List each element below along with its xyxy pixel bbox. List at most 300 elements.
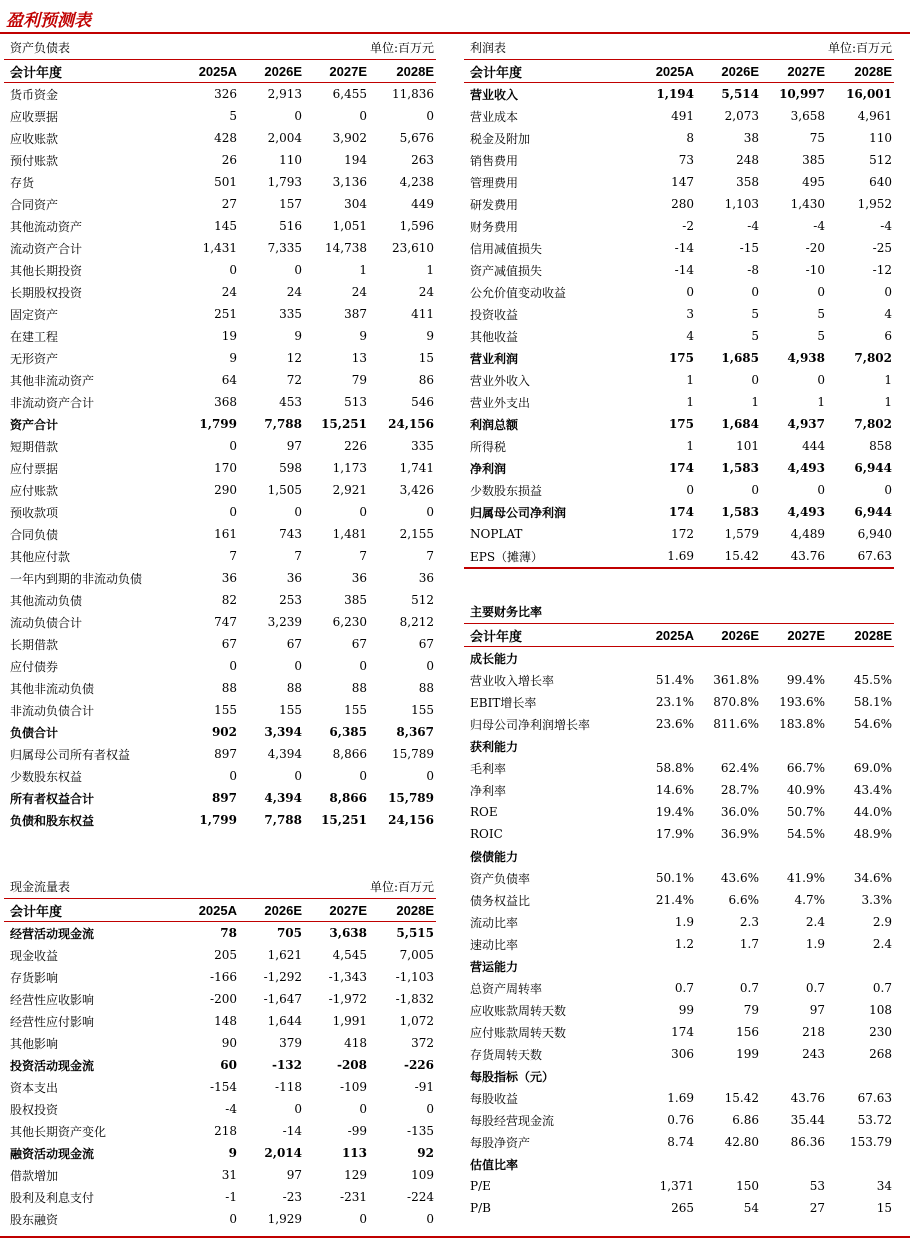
row-value: 251 xyxy=(214,307,237,321)
cash-flow-panel xyxy=(4,874,436,1230)
row-value: 67 xyxy=(351,637,367,651)
row-value: 64 xyxy=(221,373,237,387)
row-value xyxy=(696,955,761,977)
row-value: -226 xyxy=(403,1058,434,1072)
row-value: 14,738 xyxy=(325,241,367,255)
header-year: 2025A xyxy=(632,60,696,83)
row-value xyxy=(827,1065,894,1087)
row-value: -208 xyxy=(336,1058,367,1072)
row-value: 1 xyxy=(751,395,759,409)
row-value: 1,952 xyxy=(857,197,892,211)
row-value xyxy=(696,1065,761,1087)
row-value xyxy=(696,647,761,670)
row-value xyxy=(632,1153,696,1175)
row-value: 15,789 xyxy=(392,747,434,761)
row-value: 230 xyxy=(869,1025,892,1039)
table-row xyxy=(4,922,436,945)
row-value: 0 xyxy=(294,1102,302,1116)
table-row xyxy=(4,1142,436,1164)
row-value: 194 xyxy=(344,153,367,167)
row-value: 248 xyxy=(736,153,759,167)
table-row xyxy=(4,435,436,457)
row-label: 借款增加 xyxy=(10,1168,59,1183)
income-statement-title: 利润表 xyxy=(470,40,507,55)
row-value: -154 xyxy=(210,1080,237,1094)
row-value: 1,173 xyxy=(332,461,367,475)
row-value: 5 xyxy=(817,329,825,343)
row-value: 54.6% xyxy=(853,717,892,731)
row-value: 0 xyxy=(229,263,237,277)
row-value: 6,944 xyxy=(854,461,892,475)
row-value: -15 xyxy=(739,241,759,255)
row-value: -99 xyxy=(347,1124,367,1138)
row-label: ROIC xyxy=(470,827,503,841)
row-value: 21.4% xyxy=(655,893,694,907)
row-value: 306 xyxy=(671,1047,694,1061)
row-label: 营运能力 xyxy=(470,959,519,974)
header-year: 2026E xyxy=(696,60,761,83)
row-value: 495 xyxy=(802,175,825,189)
row-value xyxy=(696,1153,761,1175)
row-label: 非流动资产合计 xyxy=(10,395,95,410)
table-row xyxy=(464,1131,894,1153)
table-row xyxy=(464,171,894,193)
row-value: 3,902 xyxy=(332,131,367,145)
row-value: 1,430 xyxy=(790,197,825,211)
row-value: 156 xyxy=(736,1025,759,1039)
row-value: 512 xyxy=(869,153,892,167)
row-value: 453 xyxy=(279,395,302,409)
row-value: 72 xyxy=(286,373,302,387)
row-label: 存货周转天数 xyxy=(470,1047,543,1062)
table-row xyxy=(464,933,894,955)
row-value: 13 xyxy=(351,351,367,365)
row-value: 24,156 xyxy=(388,813,434,827)
row-value: 79 xyxy=(743,1003,759,1017)
row-value: -12 xyxy=(872,263,892,277)
table-row xyxy=(4,105,436,127)
table-row xyxy=(464,1175,894,1197)
table-row xyxy=(4,1010,436,1032)
row-label: 融资活动现金流 xyxy=(10,1146,95,1161)
row-value: 1,481 xyxy=(332,527,367,541)
row-value: 1.7 xyxy=(739,937,759,951)
row-value: 0 xyxy=(229,1212,237,1226)
table-row xyxy=(464,757,894,779)
row-value: 4 xyxy=(884,307,892,321)
row-label: 每股净资产 xyxy=(470,1135,531,1150)
row-value: -14 xyxy=(674,241,694,255)
table-row xyxy=(4,699,436,721)
row-value: 205 xyxy=(214,948,237,962)
row-label: 应付票据 xyxy=(10,461,59,476)
ratios-table xyxy=(464,623,894,1219)
row-value: 0 xyxy=(294,505,302,519)
row-label: 偿债能力 xyxy=(470,849,519,864)
row-value: 4 xyxy=(686,329,694,343)
row-value: 6,230 xyxy=(332,615,367,629)
row-value: 743 xyxy=(279,527,302,541)
row-label: 应收票据 xyxy=(10,109,59,124)
row-value: 155 xyxy=(279,703,302,717)
row-value: -1,832 xyxy=(395,992,434,1006)
table-row xyxy=(464,391,894,413)
row-value: 0.7 xyxy=(674,981,694,995)
row-value: 174 xyxy=(668,505,694,519)
row-value: 8,866 xyxy=(329,791,367,805)
row-value: 290 xyxy=(214,483,237,497)
row-value: 263 xyxy=(411,153,434,167)
table-row xyxy=(4,1208,436,1230)
row-value: 4,938 xyxy=(787,351,825,365)
row-value: 11,836 xyxy=(392,87,434,101)
row-value: 428 xyxy=(214,131,237,145)
row-value: 705 xyxy=(276,926,302,940)
row-label: 利润总额 xyxy=(470,417,519,432)
page-title: 盈利预测表 xyxy=(6,11,91,31)
row-label: 营业外支出 xyxy=(470,395,531,410)
table-row xyxy=(464,325,894,347)
row-value: -224 xyxy=(407,1190,434,1204)
row-value: 5,515 xyxy=(396,926,434,940)
row-value: 8.74 xyxy=(667,1135,694,1149)
row-value: 2.4 xyxy=(872,937,892,951)
row-value: 58.1% xyxy=(853,695,892,709)
row-label: 存货影响 xyxy=(10,970,59,985)
bottom-divider xyxy=(0,1236,910,1238)
row-label: 负债合计 xyxy=(10,725,59,740)
row-value: 6.6% xyxy=(728,893,759,907)
row-value: 598 xyxy=(279,461,302,475)
row-label: 投资活动现金流 xyxy=(10,1058,95,1073)
row-label: 净利润 xyxy=(470,461,507,476)
table-row xyxy=(4,149,436,171)
row-value: -4 xyxy=(880,219,892,233)
row-value: 1,929 xyxy=(267,1212,302,1226)
table-row xyxy=(464,867,894,889)
row-label: 营业利润 xyxy=(470,351,519,366)
header-label: 会计年度 xyxy=(464,60,632,83)
row-value: 4,545 xyxy=(332,948,367,962)
row-value: 5 xyxy=(751,329,759,343)
row-label: 估值比率 xyxy=(470,1157,519,1172)
row-value: 50.7% xyxy=(786,805,825,819)
row-value: 7,788 xyxy=(264,813,302,827)
row-value: 40.9% xyxy=(786,783,825,797)
table-row xyxy=(464,413,894,435)
row-label: 其他流动负债 xyxy=(10,593,83,608)
row-value: 53.72 xyxy=(857,1113,892,1127)
row-value: 501 xyxy=(214,175,237,189)
row-label: 财务费用 xyxy=(470,219,519,234)
row-value xyxy=(632,845,696,867)
row-value: 110 xyxy=(279,153,302,167)
table-row xyxy=(464,215,894,237)
row-value: 3,638 xyxy=(329,926,367,940)
row-value: 175 xyxy=(668,417,694,431)
table-row xyxy=(464,713,894,735)
row-value: -200 xyxy=(210,992,237,1006)
row-value: 2,921 xyxy=(332,483,367,497)
header-year: 2028E xyxy=(369,899,436,922)
row-value: 0 xyxy=(359,659,367,673)
row-value: 82 xyxy=(221,593,237,607)
table-row xyxy=(464,1043,894,1065)
header-label: 会计年度 xyxy=(4,60,176,83)
row-value: 9 xyxy=(426,329,434,343)
row-value: 15,251 xyxy=(321,813,367,827)
row-value: 0 xyxy=(294,263,302,277)
row-value: 640 xyxy=(869,175,892,189)
row-value: 1,583 xyxy=(721,505,759,519)
balance-sheet-table xyxy=(4,60,436,831)
row-value: 157 xyxy=(279,197,302,211)
table-row xyxy=(4,743,436,765)
row-label: 预收款项 xyxy=(10,505,59,520)
row-value: 0 xyxy=(294,109,302,123)
row-label: 公允价值变动收益 xyxy=(470,285,567,300)
row-value: 1,991 xyxy=(332,1014,367,1028)
table-row xyxy=(464,127,894,149)
row-value: 335 xyxy=(411,439,434,453)
row-value: -118 xyxy=(275,1080,302,1094)
row-label: 税金及附加 xyxy=(470,131,531,146)
row-value: 193.6% xyxy=(779,695,825,709)
table-row xyxy=(464,1197,894,1219)
row-value: -1,972 xyxy=(328,992,367,1006)
table-row xyxy=(464,149,894,171)
row-value: 24,156 xyxy=(388,417,434,431)
row-value: 6,940 xyxy=(857,527,892,541)
ratios-title: 主要财务比率 xyxy=(470,605,543,619)
cash-flow-title: 现金流量表 xyxy=(10,879,71,894)
row-value: 86.36 xyxy=(790,1135,825,1149)
row-value: 0 xyxy=(229,505,237,519)
row-value: 5 xyxy=(229,109,237,123)
row-value: 0 xyxy=(294,769,302,783)
row-label: 成长能力 xyxy=(470,651,519,666)
row-value: 1 xyxy=(359,263,367,277)
row-value: 0 xyxy=(426,769,434,783)
row-value: -14 xyxy=(282,1124,302,1138)
row-value: 3,394 xyxy=(264,725,302,739)
row-value: -8 xyxy=(747,263,759,277)
row-value: 155 xyxy=(411,703,434,717)
balance-sheet-header-row xyxy=(4,60,436,83)
row-value: 4,937 xyxy=(787,417,825,431)
row-value: 1,685 xyxy=(721,351,759,365)
row-label: 经营性应收影响 xyxy=(10,992,95,1007)
row-value: 268 xyxy=(869,1047,892,1061)
header-year: 2027E xyxy=(761,60,827,83)
row-value: 88 xyxy=(221,681,237,695)
row-label: ROE xyxy=(470,805,498,819)
row-value: 1,799 xyxy=(199,417,237,431)
row-value: 16,001 xyxy=(846,87,892,101)
row-value: 1,103 xyxy=(724,197,759,211)
row-value: 62.4% xyxy=(720,761,759,775)
row-value xyxy=(632,735,696,757)
table-row xyxy=(4,1098,436,1120)
row-value: -1,292 xyxy=(263,970,302,984)
row-value: 0 xyxy=(359,1102,367,1116)
row-value: 7,802 xyxy=(854,351,892,365)
row-value: 2,014 xyxy=(264,1146,302,1160)
row-value: 870.8% xyxy=(713,695,759,709)
row-value: 19.4% xyxy=(655,805,694,819)
cash-flow-unit: 单位:百万元 xyxy=(369,879,434,894)
row-value: 4,493 xyxy=(787,505,825,519)
row-value: 36 xyxy=(286,571,302,585)
row-label: 其他长期资产变化 xyxy=(10,1124,107,1139)
row-label: 营业收入 xyxy=(470,87,519,102)
row-value: -4 xyxy=(747,219,759,233)
row-value: 78 xyxy=(220,926,237,940)
row-value: 0 xyxy=(884,483,892,497)
row-value: 150 xyxy=(736,1179,759,1193)
row-label: 销售费用 xyxy=(470,153,519,168)
row-label: P/B xyxy=(470,1201,491,1215)
table-row xyxy=(464,801,894,823)
row-value: 99 xyxy=(678,1003,694,1017)
row-value: 97 xyxy=(286,439,302,453)
row-value: 48.9% xyxy=(853,827,892,841)
table-row xyxy=(4,944,436,966)
row-value: 379 xyxy=(279,1036,302,1050)
row-label: NOPLAT xyxy=(470,527,523,541)
row-value: 5 xyxy=(817,307,825,321)
income-statement-table xyxy=(464,60,894,569)
row-label: 净利率 xyxy=(470,783,507,798)
row-value: 546 xyxy=(411,395,434,409)
row-value xyxy=(632,1065,696,1087)
category-row xyxy=(464,845,894,867)
row-value: 73 xyxy=(678,153,694,167)
row-label: 营业外收入 xyxy=(470,373,531,388)
row-value: 75 xyxy=(809,131,825,145)
row-value: 218 xyxy=(802,1025,825,1039)
row-value: 1 xyxy=(817,395,825,409)
row-label: 负债和股东权益 xyxy=(10,813,95,828)
row-value: 1,194 xyxy=(656,87,694,101)
row-value: 0 xyxy=(359,109,367,123)
row-value: 2,155 xyxy=(399,527,434,541)
row-value: 17.9% xyxy=(655,827,694,841)
row-label: 无形资产 xyxy=(10,351,59,366)
table-row xyxy=(464,977,894,999)
header-year: 2027E xyxy=(304,899,369,922)
row-value: 0 xyxy=(817,483,825,497)
row-value: 491 xyxy=(671,109,694,123)
table-row xyxy=(464,457,894,479)
row-value: 361.8% xyxy=(713,673,759,687)
row-value: 51.4% xyxy=(655,673,694,687)
row-value: -14 xyxy=(674,263,694,277)
row-value: 0 xyxy=(426,659,434,673)
header-year: 2026E xyxy=(696,624,761,647)
header-year: 2028E xyxy=(369,60,436,83)
row-value: 368 xyxy=(214,395,237,409)
table-row xyxy=(464,779,894,801)
row-value: -109 xyxy=(340,1080,367,1094)
table-row xyxy=(464,479,894,501)
row-value: 2.9 xyxy=(872,915,892,929)
row-value: 7 xyxy=(294,549,302,563)
header-year: 2025A xyxy=(632,624,696,647)
row-value: 145 xyxy=(214,219,237,233)
table-row xyxy=(4,215,436,237)
table-row xyxy=(4,171,436,193)
row-value: 858 xyxy=(869,439,892,453)
row-value: 19 xyxy=(221,329,237,343)
row-value: 0 xyxy=(817,285,825,299)
row-value: 1 xyxy=(884,373,892,387)
row-value: 1,684 xyxy=(721,417,759,431)
row-value: 99.4% xyxy=(786,673,825,687)
table-row xyxy=(464,545,894,568)
row-value: 358 xyxy=(736,175,759,189)
row-label: 所得税 xyxy=(470,439,507,454)
row-label: 流动资产合计 xyxy=(10,241,83,256)
table-row xyxy=(4,1054,436,1076)
row-value: 0 xyxy=(426,109,434,123)
table-row xyxy=(464,523,894,545)
row-value: 24 xyxy=(418,285,434,299)
row-label: 每股收益 xyxy=(470,1091,519,1106)
income-statement-caption xyxy=(464,35,894,60)
row-label: 归属母公司净利润 xyxy=(470,505,567,520)
row-value: 88 xyxy=(351,681,367,695)
row-value: 3,426 xyxy=(399,483,434,497)
ratios-body xyxy=(464,647,894,1220)
row-value: 387 xyxy=(344,307,367,321)
row-value: 5,514 xyxy=(721,87,759,101)
header-label: 会计年度 xyxy=(4,899,176,922)
row-value: 69.0% xyxy=(853,761,892,775)
row-label: 资产减值损失 xyxy=(470,263,543,278)
cash-flow-table xyxy=(4,899,436,1230)
row-label: 债务权益比 xyxy=(470,893,531,908)
row-value: 1.2 xyxy=(674,937,694,951)
table-row xyxy=(464,889,894,911)
row-value: -135 xyxy=(407,1124,434,1138)
row-label: 应收账款 xyxy=(10,131,59,146)
row-value: 7,005 xyxy=(399,948,434,962)
row-value: 88 xyxy=(418,681,434,695)
row-value: 1,431 xyxy=(202,241,237,255)
table-row xyxy=(464,999,894,1021)
table-row xyxy=(4,787,436,809)
row-value: -1,103 xyxy=(395,970,434,984)
row-value: 38 xyxy=(743,131,759,145)
row-value: 90 xyxy=(221,1036,237,1050)
row-value: 897 xyxy=(211,791,237,805)
row-value: -1,647 xyxy=(263,992,302,1006)
row-label: 资产合计 xyxy=(10,417,59,432)
row-value: -23 xyxy=(282,1190,302,1204)
table-row xyxy=(4,259,436,281)
row-value xyxy=(632,955,696,977)
table-row xyxy=(4,501,436,523)
row-value: 199 xyxy=(736,1047,759,1061)
row-value: -166 xyxy=(210,970,237,984)
row-label: 固定资产 xyxy=(10,307,59,322)
row-value xyxy=(827,1153,894,1175)
category-row xyxy=(464,955,894,977)
table-row xyxy=(4,325,436,347)
row-value: 43.6% xyxy=(720,871,759,885)
row-value: 385 xyxy=(344,593,367,607)
